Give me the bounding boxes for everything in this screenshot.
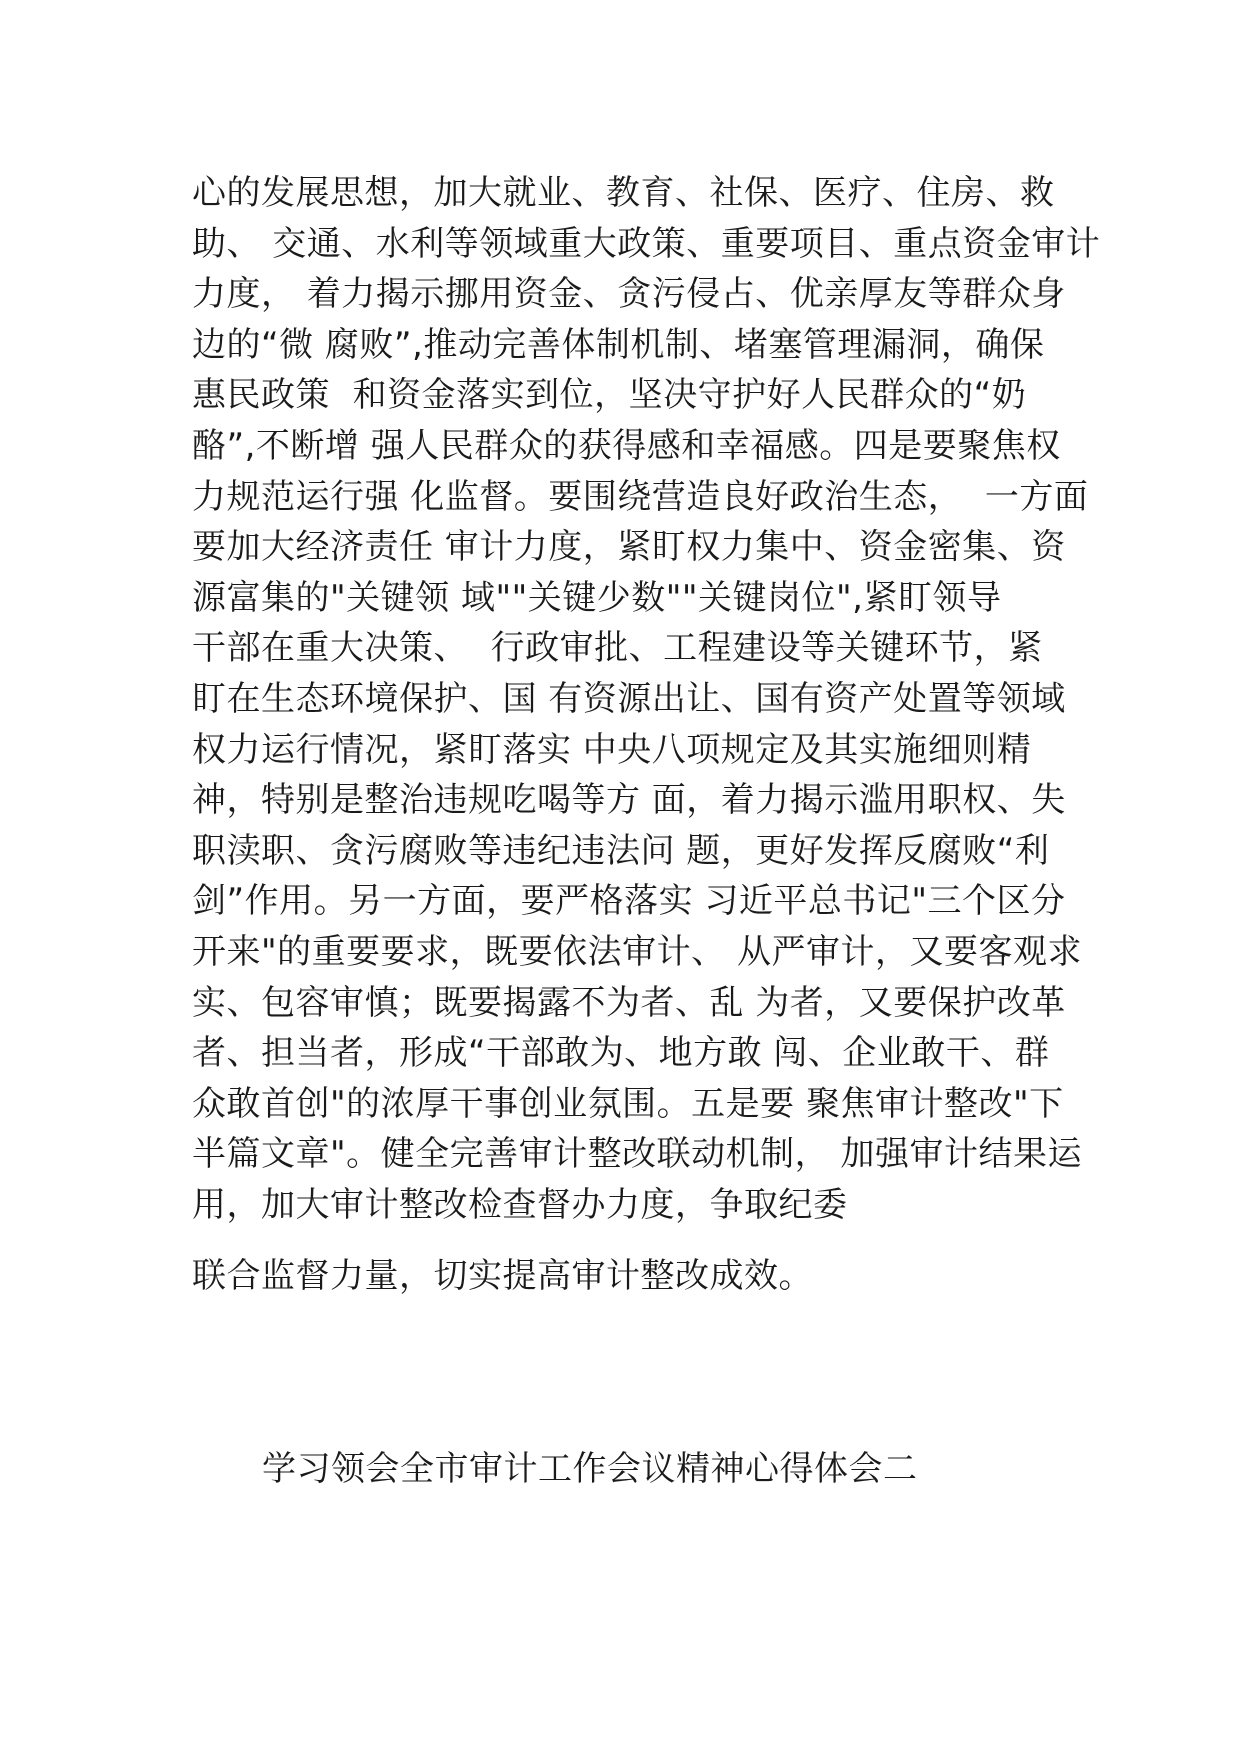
section-title: 学习领会全市审计工作会议精神心得体会二 <box>262 1449 918 1489</box>
text-line: 酪”,不断增 强人民群众的获得感和幸福感。四是要聚焦权 <box>192 425 1061 466</box>
text-line: 剑”作用。另一方面，要严格落实 习近平总书记"三个区分 <box>192 881 1066 922</box>
text-line: 心的发展思想，加大就业、教育、社保、医疗、住房、救 <box>192 173 1055 213</box>
text-line: 神，特别是整治违规吃喝等方 面，着力揭示滥用职权、失 <box>192 780 1066 821</box>
text-line: 半篇文章"。健全完善审计整改联动机制， 加强审计结果运 <box>192 1134 1082 1175</box>
text-line: 众敢首创"的浓厚干事创业氛围。五是要 聚焦审计整改"下 <box>192 1083 1064 1124</box>
text-line: 盯在生态环境保护、国 有资源出让、国有资产处置等领域 <box>192 678 1066 719</box>
text-line: 助、 交通、水利等领域重大政策、重要项目、重点资金审计 <box>192 223 1101 264</box>
text-line: 惠民政策 和资金落实到位，坚决守护好人民群众的“奶 <box>192 375 1027 416</box>
text-line: 开来"的重要要求，既要依法审计、 从严审计，又要客观求 <box>192 931 1082 972</box>
text-line: 职渎职、贪污腐败等违纪违法问 题，更好发挥反腐败“利 <box>192 830 1050 871</box>
closing-line: 联合监督力量，切实提高审计整改成效。 <box>192 1256 813 1296</box>
text-line: 用，加大审计整改检查督办力度，争取纪委 <box>192 1184 848 1225</box>
text-line: 实、包容审慎；既要揭露不为者、乱 为者，又要保护改革 <box>192 982 1066 1023</box>
text-line: 干部在重大决策、 行政审批、工程建设等关键环节，紧 <box>192 628 1043 669</box>
text-line: 要加大经济责任 审计力度，紧盯权力集中、资金密集、资 <box>192 527 1066 568</box>
text-line: 源富集的"关键领 域""关键少数""关键岗位",紧盯领导 <box>192 577 1002 618</box>
text-line: 权力运行情况，紧盯落实 中央八项规定及其实施细则精 <box>192 729 1032 770</box>
body-paragraph <box>192 168 1101 1230</box>
text-line: 力度， 着力揭示挪用资金、贪污侵占、优亲厚友等群众身 <box>192 274 1066 315</box>
text-line: 边的“微 腐败”,推动完善体制机制、堵塞管理漏洞，确保 <box>192 324 1045 365</box>
text-line: 力规范运行强 化监督。要围绕营造良好政治生态， 一方面 <box>192 476 1089 517</box>
text-line: 者、担当者，形成“干部敢为、地方敢 闯、企业敢干、群 <box>192 1033 1050 1074</box>
